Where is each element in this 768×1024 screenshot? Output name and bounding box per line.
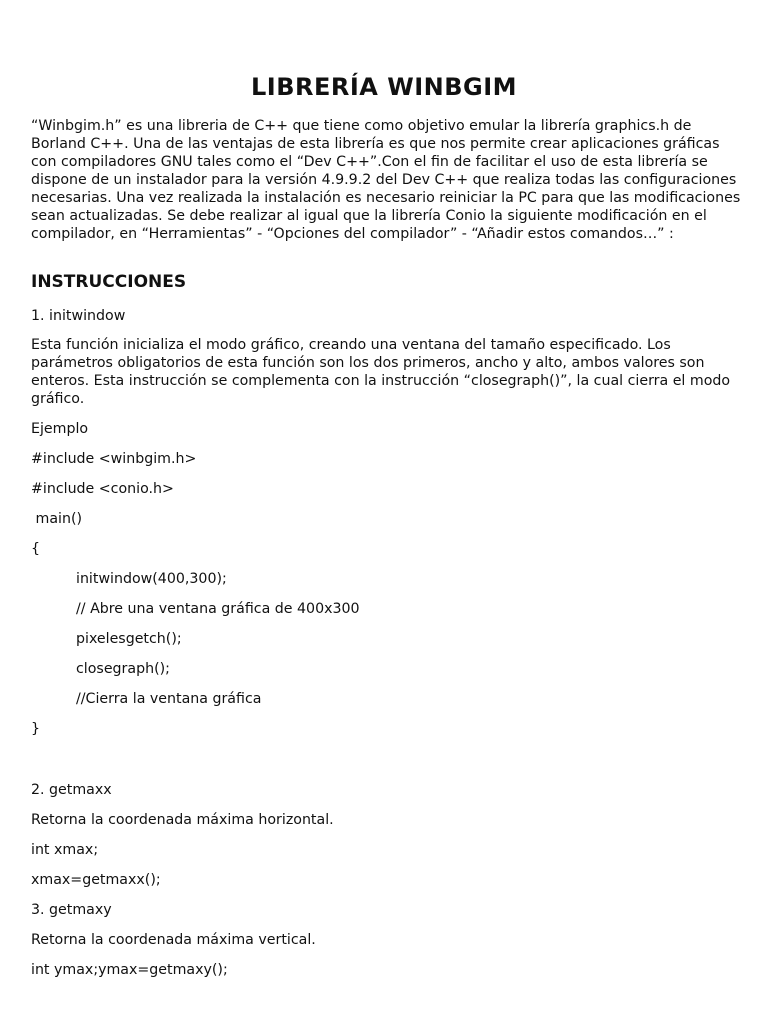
example-label: Ejemplo [31,421,89,437]
section-heading: INSTRUCCIONES [31,272,187,292]
getmaxy-description: Retorna la coordenada máxima vertical. [31,932,316,948]
instruction-heading-initwindow: 1. initwindow [31,308,126,324]
code-line: closegraph(); [76,661,170,677]
code-line: int ymax;ymax=getmaxy(); [31,962,228,978]
code-line: int xmax; [31,842,99,858]
instruction-heading-getmaxy: 3. getmaxy [31,902,112,918]
code-line: #include <conio.h> [31,481,174,497]
document-title: LIBRERÍA WINBGIM [250,73,518,101]
initwindow-description: Esta función inicializa el modo gráfico, creando una ventana del tamaño especificado. Los parámetros obligatorios de esta función son los dos primeros, ancho y alto, ambos valores son enteros. Esta instrucción se complementa con la instrucción “closegraph()”, la cual cierra el modo gráfico. [31,337,731,407]
code-line: pixelesgetch(); [76,631,182,647]
getmaxx-description: Retorna la coordenada máxima horizontal. [31,812,334,828]
code-line: } [31,721,41,737]
code-line: #include <winbgim.h> [31,451,197,467]
code-line: initwindow(400,300); [76,571,227,587]
code-comment: //Cierra la ventana gráfica [76,691,262,707]
code-line: { [31,541,41,557]
code-comment: // Abre una ventana gráfica de 400x300 [76,601,360,617]
code-line: xmax=getmaxx(); [31,872,161,888]
code-line: main() [31,511,83,527]
intro-paragraph: “Winbgim.h” es una libreria de C++ que tiene como objetivo emular la librería graphics.h de Borland C++. Una de las ventajas de esta librería es que nos permite crear aplicaciones gráficas con compiladores GNU tales como el “Dev C++”.Con el fin de facilitar el uso de esta librería se dispone de un instalador para la versión 4.9.9.2 del Dev C++ que realiza todas las configuraciones necesarias. Una vez realizada la instalación es necesario reiniciar la PC para que las modificaciones sean actualizadas. Se debe realizar al igual que la librería Conio la siguiente modificación en el compilador, en “Herramientas” - “Opciones del compilador” - “Añadir estos comandos…” : [31,118,741,242]
instruction-heading-getmaxx: 2. getmaxx [31,782,112,798]
